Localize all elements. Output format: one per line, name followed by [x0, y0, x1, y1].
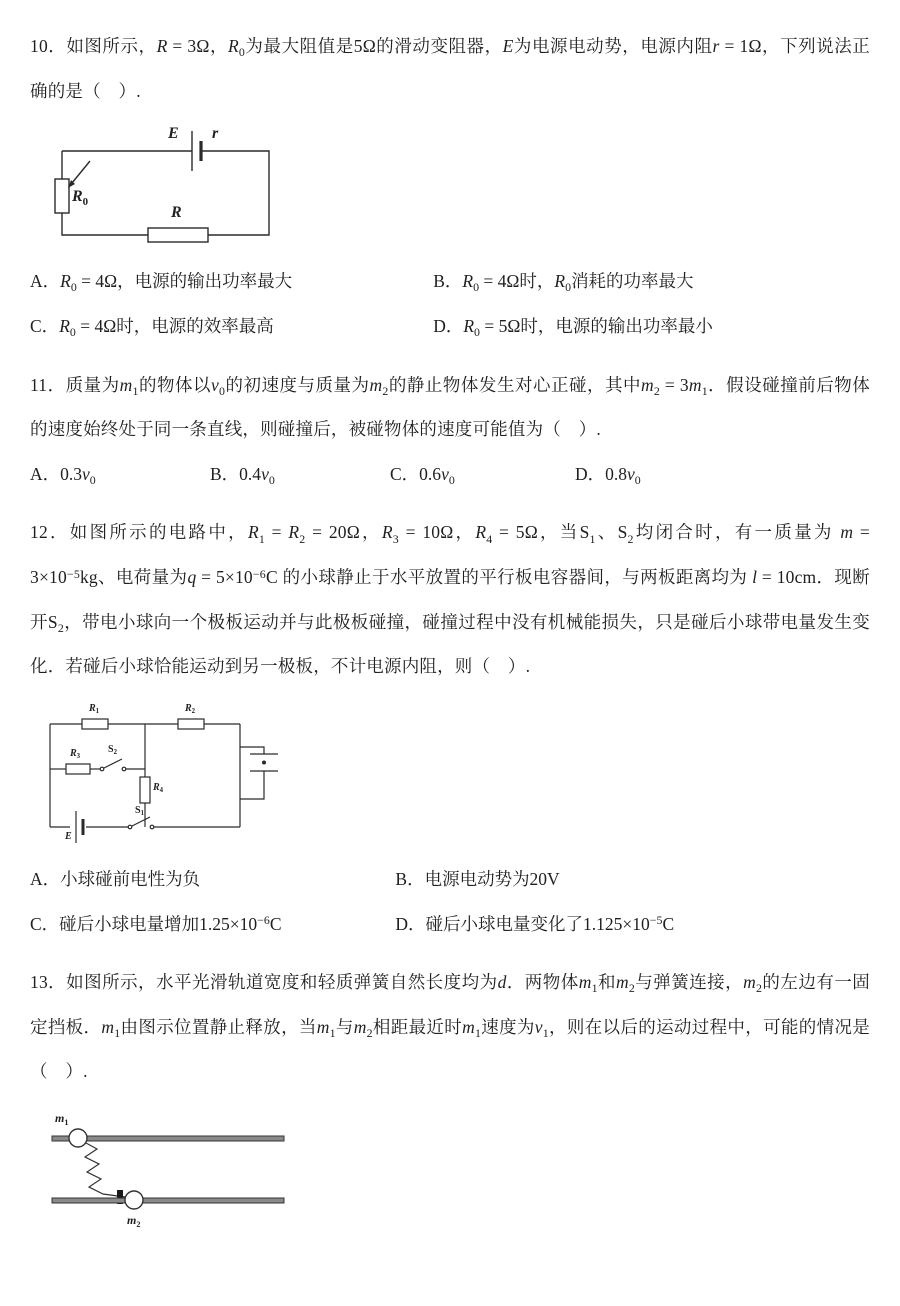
resistor-R2-box: [178, 719, 204, 729]
resistor-R3-box: [66, 764, 90, 774]
wire-bottom-left: [62, 213, 148, 235]
switch-S2-blade: [104, 759, 122, 768]
switch-S2-contact-left: [100, 767, 104, 771]
question-10-stem: 10．如图所示，R = 3Ω，$R_0$为最大阻值是5Ω的滑动变阻器，E为电源电动势，电源内阻r = 1Ω，下列说法正确的是（ ）.: [30, 36, 870, 101]
question-12: [30, 510, 870, 946]
R3-label: $R_3$: [70, 747, 81, 761]
spring-zigzag: [85, 1143, 125, 1197]
switch-S1-contact-right: [150, 825, 154, 829]
question-11: [30, 363, 870, 497]
rheostat-label: $R_0$: [72, 188, 89, 209]
question-11-option-d: D．$0.8v_0$: [575, 463, 641, 487]
capacitor-lead-top: [240, 747, 264, 754]
capacitor-lead-bottom: [240, 771, 264, 799]
resistor-R1-box: [82, 719, 108, 729]
ball-m2: [125, 1191, 143, 1209]
question-13-stem: 13．如图所示，水平光滑轨道宽度和轻质弹簧自然长度均为d．两物体$m_1$和$m_2$与弹簧连接，$m_2$的左边有一固定挡板．$m_1$由图示位置静止释放，当$m_1$与$m_2$相距最近时$m_1$速度为$v_1$，则在以后的运动过程中，可能的情况是（ ）.: [30, 972, 871, 1082]
switch-S2-contact-right: [122, 767, 126, 771]
question-10-option-d: D．$R_0 = 5\Omega$时，电源的输出功率最小: [433, 315, 713, 340]
internal-resistance-label: r: [212, 125, 219, 143]
question-10-option-c: C．$R_0 = 4\Omega$时，电源的效率最高: [30, 315, 274, 340]
R4-label: $R_4$: [153, 781, 164, 795]
q12-circuit-svg: [40, 699, 295, 851]
charged-ball-dot: [262, 760, 266, 764]
question-11-option-c: C．$0.6v_0$: [390, 463, 455, 487]
question-13-spring-figure: [40, 1106, 310, 1232]
question-11-option-b: B．$0.4v_0$: [210, 463, 275, 487]
q10-circuit-svg: [44, 121, 279, 253]
question-12-option-d: D．碰后小球电量变化了$1.125\times 10^{-5}C$: [395, 913, 675, 934]
bottom-track-bar: [52, 1198, 284, 1203]
m1-label: $m_1$: [55, 1111, 69, 1127]
switch-S1-contact-left: [128, 825, 132, 829]
rheostat-arrow-shaft: [72, 161, 90, 183]
resistor-R4-box: [140, 777, 150, 803]
R2-label: $R_2$: [185, 702, 196, 716]
S1-label: $S_1$: [135, 804, 144, 818]
question-12-option-c: C．碰后小球电量增加$1.25\times 10^{-6}C$: [30, 913, 282, 934]
question-10: [30, 24, 870, 349]
wire-right: [201, 151, 269, 235]
question-10-options: [30, 259, 870, 348]
resistor-R-box: [148, 228, 208, 242]
q13-spring-svg: [40, 1106, 310, 1232]
rheostat-box: [55, 179, 69, 213]
question-10-circuit-figure: [44, 121, 279, 253]
question-11-option-a: A．$0.3v_0$: [30, 463, 96, 487]
question-12-option-a: A．小球碰前电性为负: [30, 868, 201, 889]
question-10-option-a: A．$R_0 = 4\Omega$，电源的输出功率最大: [30, 271, 293, 295]
switch-S1-blade: [132, 817, 150, 826]
S2-label: $S_2$: [108, 743, 117, 757]
question-11-stem: 11．质量为$m_1$的物体以$v_0$的初速度与质量为$m_2$的静止物体发生对心正碰，其中$m_2 = 3m_1$．假设碰撞前后物体的速度始终处于同一条直线，则碰撞后，被碰物体的速度可能值为（ ）.: [30, 374, 870, 440]
question-12-options: [30, 857, 870, 946]
m2-label: $m_2$: [127, 1213, 141, 1229]
question-12-option-b: B．电源电动势为20V: [395, 868, 560, 889]
ball-m1: [69, 1129, 87, 1147]
resistor-label: R: [171, 204, 182, 222]
question-12-circuit-figure: [40, 699, 295, 851]
question-12-stem: 12．如图所示的电路中，$R_1 = R_2 = 20\Omega$，$R_3 = 10\Omega$，$R_4 = 5\Omega$，当$S_1$、$S_2$均闭合时，有一质量为 $m = 3\times 10^{-5}kg$、电荷量为$q = 5\times 10^{-6}C$ 的小球静止于水平放置的平行板电容器间，与两板距离均为 l = 10cm．现断开$S_2$，带电小球向一个极板运动并与此极板碰撞，碰撞过程中没有机械能损失，只是碰后小球带电量发生变化．若碰后小球恰能运动到另一极板，不计电源内阻，则（ ）.: [30, 522, 870, 677]
question-10-option-b: B．$R_0 = 4\Omega$时，$R_0$消耗的功率最大: [433, 271, 694, 295]
emf-label: E: [168, 125, 179, 143]
question-13: [30, 960, 870, 1232]
question-11-options: [30, 452, 870, 497]
E-label: E: [65, 830, 72, 842]
R1-label: $R_1$: [89, 702, 100, 716]
